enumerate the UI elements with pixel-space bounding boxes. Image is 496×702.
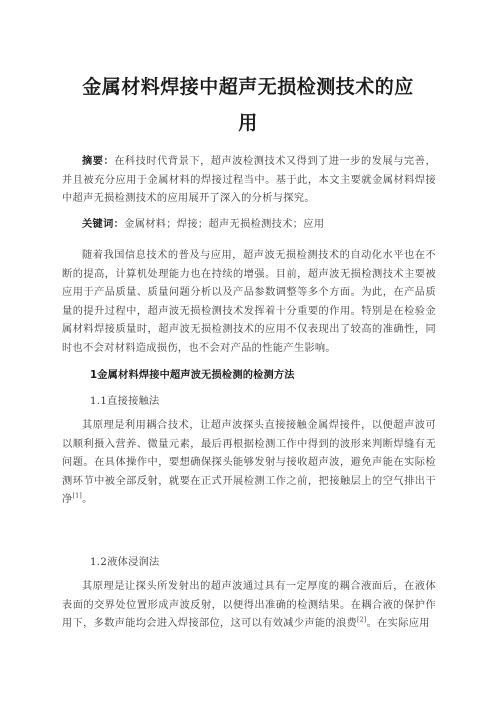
subsection-1-2-heading: 1.2液体浸润法 — [90, 557, 160, 568]
abstract-label: 摘要： — [82, 155, 115, 167]
keywords-label: 关键词： — [82, 218, 125, 230]
subsection-1-1-text: 其原理是利用耦合技术，让超声波探头直接接触金属焊接件，以便超声波可以顺利摄入营养、微量元素，最后再根据检测工作中得到的波形来判断焊缝有无问题。在具体操作中，要想确保探头能够发射与接收超声波，避免声能在实际检测环节中被全部反射，就要在正式开展检测工作之前，把接触层上的空气排出干净 — [62, 420, 436, 505]
subsection-1-2-end: 。在实际应用 — [366, 618, 430, 629]
keywords-text: 金属材料；焊接；超声无损检测技术；应用 — [124, 219, 325, 230]
subsection-1-1-end: 。 — [82, 494, 93, 505]
subsection-1-2-text: 其原理是让探头所发射出的超声波通过具有一定厚度的耦合液面后，在液体表面的交界处位置形成声波反射，以便得出准确的检测结果。在耦合液的保护作用下，多数声能均会进入焊接部位，这可以有效减少声能的浪费 — [62, 581, 436, 629]
document-title-line-2: 用 — [238, 112, 258, 134]
abstract-paragraph — [62, 152, 436, 209]
citation-ref: [2] — [357, 616, 367, 624]
subsection-1-2-paragraph — [62, 578, 436, 634]
subsection-1-1-heading: 1.1直接接触法 — [90, 396, 160, 407]
citation-ref: [1] — [72, 492, 83, 500]
keywords-paragraph — [62, 215, 436, 235]
document-title-line-1: 金属材料焊接中超声无损检测技术的应 — [82, 76, 414, 98]
intro-paragraph: 随着我国信息技术的普及与应用，超声波无损检测技术的自动化水平也在不断的提高，计算机处理能力也在持续的增强。目前，超声波无损检测技术主要被应用于产品质量、质量问题分析以及产品参数调整等多个方面。为此，在产品质量的提升过程中，超声波无损检测技术发挥着十分重要的作用。特别是在检验金属材料焊接质量时，超声波无损检测技术的应用不仅表现出了较高的准确性，同时也不会对材料造成损伤，也不会对产品的性能产生影响。 — [62, 250, 436, 354]
subsection-1-1-paragraph — [62, 417, 436, 510]
abstract-text: 在科技时代背景下，超声波检测技术又得到了进一步的发展与完善，并且被充分应用于金属材料的焊接过程当中。基于此，本文主要就金属材料焊接中超声无损检测技术的应用展开了深入的分析与探究。 — [62, 156, 436, 204]
section-1-heading: 1金属材料焊接中超声波无损检测的检测方法 — [90, 370, 295, 381]
